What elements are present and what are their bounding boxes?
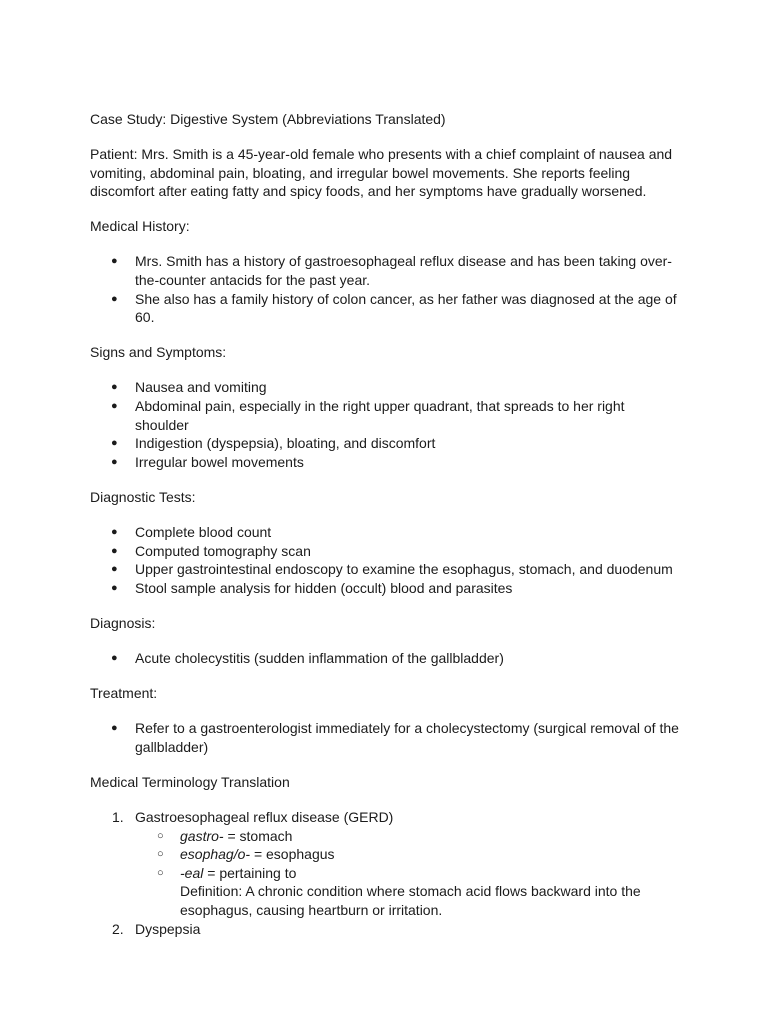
treatment-heading: Treatment: xyxy=(90,685,158,702)
list-item: ● Abdominal pain, especially in the right upper quadrant, that spreads to her right shoulder xyxy=(90,397,680,434)
document-title: Case Study: Digestive System (Abbreviations Translated) xyxy=(90,111,446,127)
word-part-root: gastro- xyxy=(180,827,224,844)
term-name: Gastroesophageal reflux disease (GERD) xyxy=(135,808,394,825)
word-part-meaning: = esophagus xyxy=(250,846,335,863)
terminology-item xyxy=(90,808,680,920)
list-item: ● Mrs. Smith has a history of gastroesophageal reflux disease and has been taking over-the-counter antacids for the past year. xyxy=(90,252,680,289)
treatment-list xyxy=(90,719,680,756)
terminology-item xyxy=(90,920,680,939)
term-name: Dyspepsia xyxy=(135,920,201,937)
word-part xyxy=(135,864,680,920)
tests-list xyxy=(90,523,680,597)
list-item: ● Computed tomography scan xyxy=(90,542,680,561)
patient-paragraph: Patient: Mrs. Smith is a 45-year-old female who presents with a chief complaint of nausea and vomiting, abdominal pain, bloating, and irregular bowel movements. She reports feeling discomfort after eating fatty and spicy foods, and her symptoms have gradually worsened. xyxy=(90,146,673,200)
list-item: ● She also has a family history of colon cancer, as her father was diagnosed at the age of 60. xyxy=(90,290,680,327)
medical-history-list xyxy=(90,252,680,326)
signs-heading: Signs and Symptoms: xyxy=(90,344,227,361)
word-part-meaning: = stomach xyxy=(223,827,293,844)
list-item: ● Indigestion (dyspepsia), bloating, and discomfort xyxy=(90,434,680,453)
word-part xyxy=(135,845,680,864)
tests-heading: Diagnostic Tests: xyxy=(90,488,196,505)
word-part-meaning: = pertaining to xyxy=(203,864,297,881)
medical-history-heading: Medical History: xyxy=(90,218,190,235)
list-item: ● Upper gastrointestinal endoscopy to examine the esophagus, stomach, and duodenum xyxy=(90,560,680,579)
term-definition: Definition: A chronic condition where stomach acid flows backward into the esophagus, causing heartburn or irritation. xyxy=(180,883,641,918)
item-number: 1. xyxy=(112,808,124,825)
word-parts-list xyxy=(135,827,680,920)
list-item: ● Nausea and vomiting xyxy=(90,378,680,397)
word-part-root: esophag/o- xyxy=(180,846,251,863)
terminology-list xyxy=(90,808,680,938)
list-item: ● Irregular bowel movements xyxy=(90,453,680,472)
item-number: 2. xyxy=(112,920,124,937)
word-part-root: -eal xyxy=(180,864,204,881)
list-item: ● Acute cholecystitis (sudden inflammation of the gallbladder) xyxy=(90,649,680,668)
list-item: ● Stool sample analysis for hidden (occult) blood and parasites xyxy=(90,579,680,598)
list-item: ● Complete blood count xyxy=(90,523,680,542)
signs-list xyxy=(90,378,680,471)
word-part xyxy=(135,827,680,846)
diagnosis-list xyxy=(90,649,680,668)
terminology-heading: Medical Terminology Translation xyxy=(90,773,290,790)
list-item: ● Refer to a gastroenterologist immediately for a cholecystectomy (surgical removal of the gallbladder) xyxy=(90,719,680,756)
diagnosis-heading: Diagnosis: xyxy=(90,614,156,631)
